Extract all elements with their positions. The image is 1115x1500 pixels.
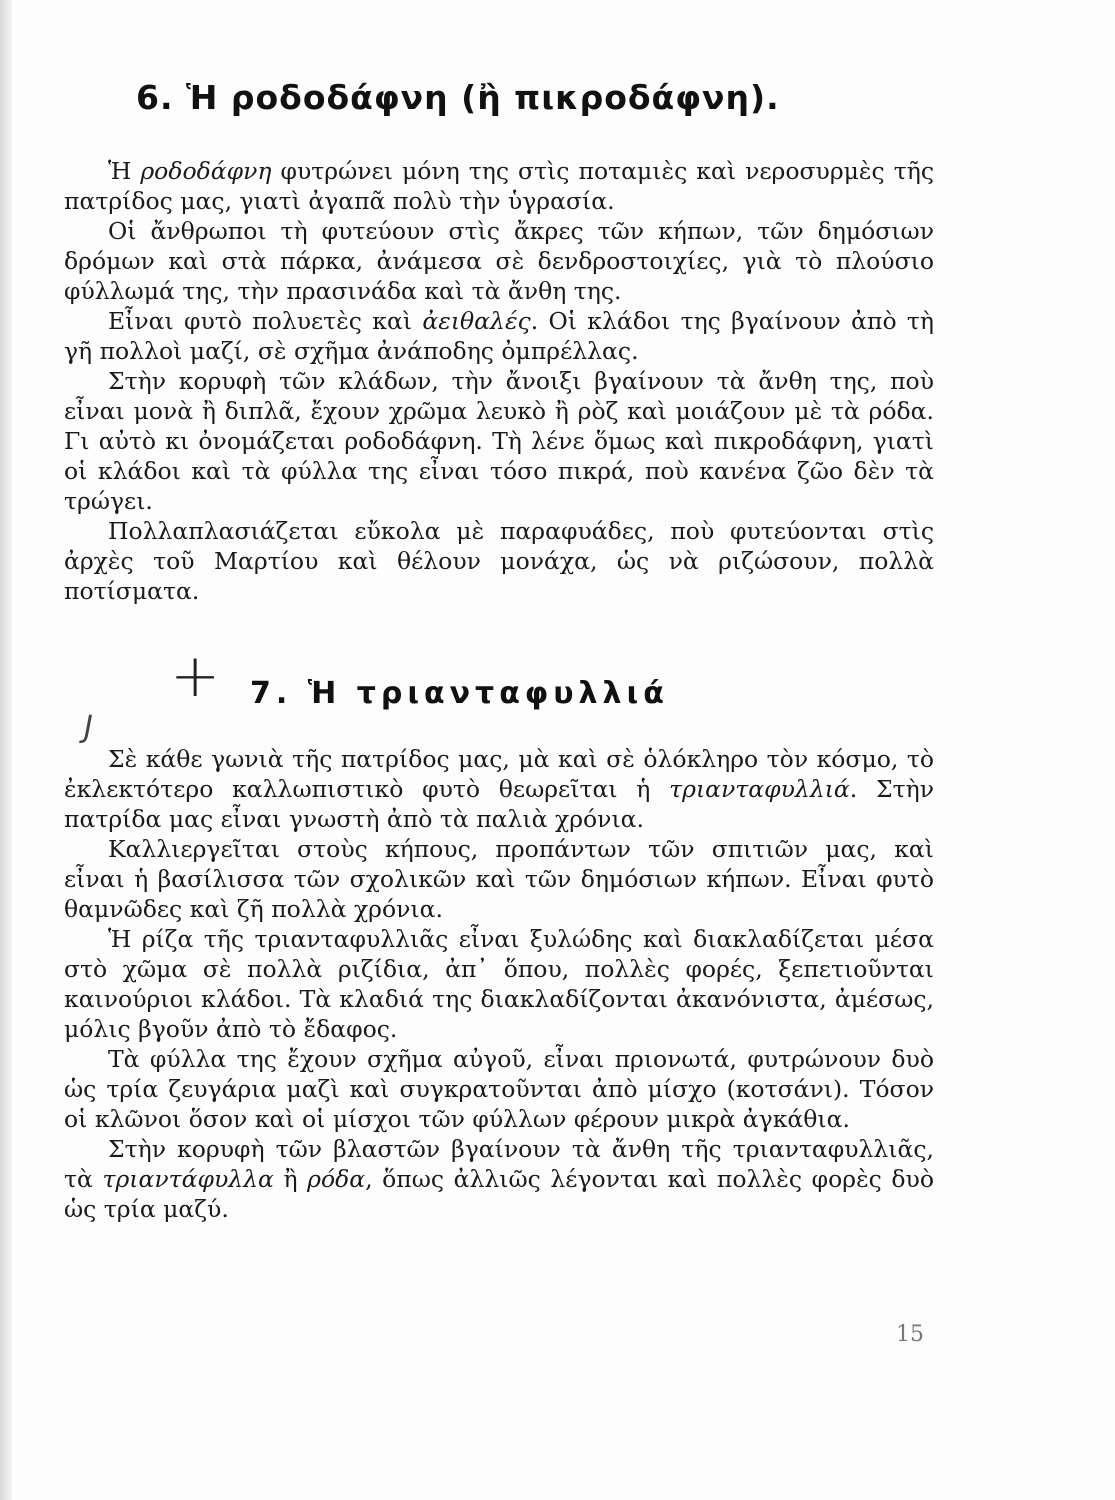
paragraph-text: , ὅπως ἀλλιῶς λέγονται καὶ πολλὲς φορὲς δυὸ ὡς τρία μαζύ. (64, 1165, 934, 1223)
section-heading-oleander: 6. Ἡ ροδοδάφνη (ἢ πικροδάφνη). (136, 78, 780, 117)
paragraph (64, 744, 934, 834)
handwritten-tick-mark: J (84, 710, 93, 745)
paragraph-text: . Στὴν πατρίδα μας εἶναι γνωστὴ ἀπὸ τὰ παλιὰ χρόνια. (64, 775, 935, 833)
paragraph: Ἡ ρίζα τῆς τριανταφυλλιᾶς εἶναι ξυλώδης καὶ διακλαδίζεται μέσα στὸ χῶμα σὲ πολλὰ ριζίδια, ἀπ᾿ ὅπου, πολλὲς φορές, ξεπετιοῦνται καινούριοι κλάδοι. Τὰ κλαδιά της διακλαδίζονται ἀκανόνιστα, ἀμέσως, μόλις βγοῦν ἀπὸ τὸ ἔδαφος. (64, 925, 934, 1043)
paragraph (64, 1134, 934, 1224)
paragraph-text: Στὴν κορυφὴ τῶν βλαστῶν βγαίνουν τὰ ἄνθη τῆς τριανταφυλλιᾶς, τὰ (64, 1135, 934, 1193)
paragraph: Πολλαπλασιάζεται εὔκολα μὲ παραφυάδες, ποὺ φυτεύονται στὶς ἀρχὲς τοῦ Μαρτίου καὶ θέλουν μονάχα, ὡς νὰ ριζώσουν, πολλὰ ποτίσματα. (64, 517, 934, 605)
page-gutter-shadow (0, 0, 12, 1500)
paragraph (64, 306, 934, 366)
page-number: 15 (896, 1322, 924, 1347)
section-heading-rose: 7. Ἡ τριανταφυλλιά (250, 676, 669, 711)
emphasized-term: ἀειθαλές (422, 307, 531, 335)
paragraph: Στὴν κορυφὴ τῶν κλάδων, τὴν ἄνοιξι βγαίνουν τὰ ἄνθη της, ποὺ εἶναι μονὰ ἢ διπλᾶ, ἔχουν χρῶμα λευκὸ ἢ ρὸζ καὶ μοιάζουν μὲ τὰ ρόδα. Γι αὐτὸ κι ὀνομάζεται ροδοδάφνη. Τὴ λένε ὅμως καὶ πικροδάφνη, γιατὶ οἱ κλάδοι καὶ τὰ φύλλα της εἶναι τόσο πικρά, ποὺ κανένα ζῶο δὲν τὰ τρώγει. (64, 367, 934, 515)
paragraph: Τὰ φύλλα της ἔχουν σχῆμα αὐγοῦ, εἶναι πριονωτά, φυτρώνουν δυὸ ὡς τρία ζευγάρια μαζὶ καὶ συγκρατοῦνται ἀπὸ μίσχο (κοτσάνι). Τόσον οἱ κλῶνοι ὅσον καὶ οἱ μίσχοι τῶν φύλλων φέρουν μικρὰ ἀγκάθια. (64, 1045, 934, 1133)
section-body-oleander (64, 156, 934, 606)
paragraph-text: ἢ (273, 1165, 308, 1193)
emphasized-term: ρόδα (307, 1165, 366, 1193)
paragraph-text: Ἡ (108, 157, 141, 185)
emphasized-term: τριαντάφυλλα (102, 1165, 274, 1193)
paragraph-text: φυτρώνει μόνη της στὶς ποταμιὲς καὶ νεροσυρμὲς τῆς πατρίδος μας, γιατὶ ἀγαπᾶ πολὺ τὴν ὑγρασία. (64, 157, 934, 215)
handwritten-plus-mark: + (170, 641, 221, 711)
paragraph-text: Σὲ κάθε γωνιὰ τῆς πατρίδος μας, μὰ καὶ σὲ ὁλόκληρο τὸν κόσμο, τὸ ἐκλεκτότερο καλλωπιστικὸ φυτὸ θεωρεῖται ἡ (64, 745, 934, 803)
paragraph (64, 156, 934, 216)
paragraph: Καλλιεργεῖται στοὺς κήπους, προπάντων τῶν σπιτιῶν μας, καὶ εἶναι ἡ βασίλισσα τῶν σχολικῶν καὶ τῶν δημόσιων κήπων. Εἶναι φυτὸ θαμνῶδες καὶ ζῆ πολλὰ χρόνια. (64, 835, 934, 923)
paragraph: Οἱ ἄνθρωποι τὴ φυτεύουν στὶς ἄκρες τῶν κήπων, τῶν δημόσιων δρόμων καὶ στὰ πάρκα, ἀνάμεσα σὲ δενδροστοιχίες, γιὰ τὸ πλούσιο φύλλωμά της, τὴν πρασινάδα καὶ τὰ ἄνθη της. (64, 217, 934, 305)
paragraph-text: Εἶναι φυτὸ πολυετὲς καὶ (108, 307, 423, 335)
emphasized-term: ροδοδάφνη (140, 157, 272, 185)
section-body-rose (64, 744, 934, 1224)
emphasized-term: τριανταφυλλιά (669, 775, 850, 803)
paragraph-text: . Οἱ κλάδοι της βγαίνουν ἀπὸ τὴ γῆ πολλοὶ μαζί, σὲ σχῆμα ἀνάποδης ὀμπρέλλας. (64, 307, 934, 365)
